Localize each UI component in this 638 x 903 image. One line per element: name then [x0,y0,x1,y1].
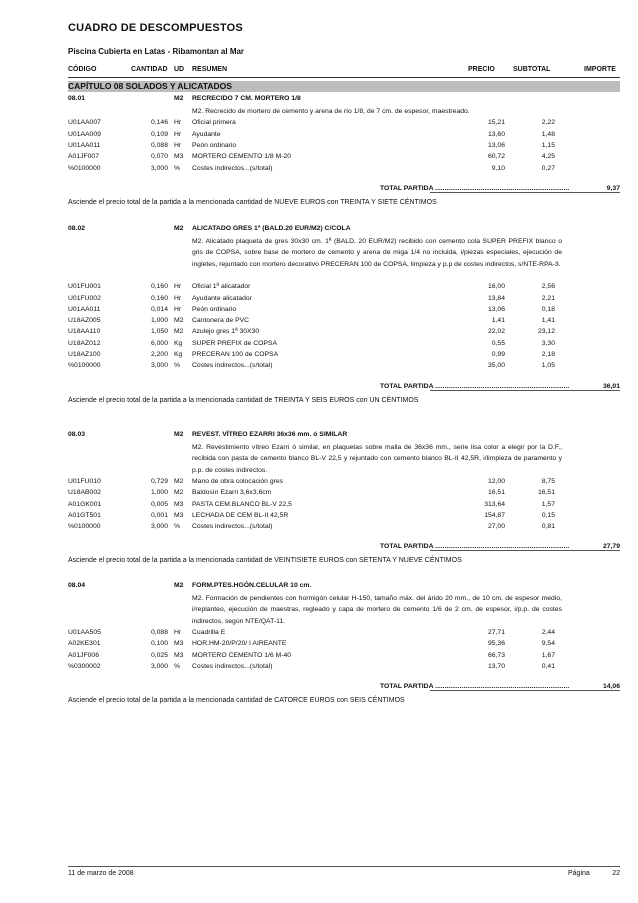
item-code: 08.03 [68,431,86,438]
line-unit: Hr [174,119,182,127]
line-subtotal: 2,56 [541,283,555,291]
line-quantity: 0,005 [150,500,168,508]
line-description: MORTERO CEMENTO 1/8 M-20 [192,153,292,161]
total-label: TOTAL PARTIDA ....................................................................... [380,683,570,691]
line-price: 22,02 [487,328,505,336]
header-importe: IMPORTE [584,66,616,73]
line-subtotal: 2,22 [541,119,555,127]
line-price: 13,60 [487,130,505,138]
line-code: U18AA110 [68,328,101,336]
line-quantity: 1,000 [150,317,168,325]
item-unit: M2 [174,431,184,438]
line-quantity: 0,014 [150,305,168,313]
chapter-heading: CAPÍTULO 08 SOLADOS Y ALICATADOS [68,81,620,92]
line-description: Mano de obra colocación gres [192,477,284,485]
line-description: Peón ordinario [192,141,237,149]
line-subtotal: 2,21 [541,294,555,302]
total-amount: 36,01 [602,382,620,390]
item-unit: M2 [174,95,184,102]
line-quantity: 0,100 [150,640,168,648]
line-code: A01JF007 [68,153,99,161]
line-unit: % [174,362,181,370]
line-quantity: 3,000 [150,362,168,370]
total-label: TOTAL PARTIDA ....................................................................... [380,184,570,192]
item-description: M2. Formación de pendientes con hormigón celular H-150, tamaño máx. del árido 20 mm., de 10 cm. de espesor medio, i/replanteo, ejecución de maestras, regleado y capa de mortero de cemento 1/6 de 2 cm. de espesor, i/p.p. de costes indirectos, según NTE/QAT-11. [192,595,562,625]
line-unit: % [174,164,181,172]
total-label: TOTAL PARTIDA ....................................................................... [380,543,570,551]
line-code: U01FU010 [68,477,101,485]
line-subtotal: 16,51 [537,489,555,497]
line-subtotal: 8,75 [541,477,555,485]
line-description: PRECERAN 100 de COPSA [192,351,279,358]
line-quantity: 1,000 [150,489,168,497]
line-subtotal: 0,18 [541,305,555,313]
item-title: ALICATADO GRES 1ª (BALD.20 EUR/M2) C/COLA [192,225,351,232]
line-description: Azulejo gres 1ª 30X30 [192,328,260,336]
line-price: 154,87 [484,511,505,519]
line-unit: M3 [174,511,184,519]
line-code: %0100000 [68,164,101,172]
line-price: 0,99 [491,351,505,358]
line-price: 13,06 [487,141,505,149]
line-quantity: 0,160 [150,283,168,291]
line-subtotal: 9,54 [541,640,555,648]
line-subtotal: 1,57 [541,500,555,508]
line-unit: M3 [174,153,184,161]
line-price: 66,73 [487,651,505,659]
line-code: A02KE301 [68,640,101,648]
line-code: A01GT501 [68,511,101,519]
line-quantity: 6,000 [150,339,168,347]
line-price: 9,10 [491,164,505,172]
line-description: Oficial 1ª alicatador [192,283,251,291]
item-description: M2. Revestimiento vítreo Ezarri ó similar, en plaquetas sobre malla de 36x36 mm., serie lisa color a elegir por la D.F., recibida con pasta de cemento blanco BL-V 22,5 y rejuntado con cemento blanco BL-II 42,5R, i/limpieza de paramento y p.p. de costes indirectos. [192,444,562,474]
line-description: Costes indirectos...(s/total) [192,523,273,531]
line-quantity: 1,050 [150,328,168,336]
line-subtotal: 3,30 [541,339,555,347]
line-unit: Hr [174,141,182,149]
line-unit: % [174,662,181,670]
line-code: %0300002 [68,662,101,670]
line-price: 0,55 [491,339,505,347]
item-code: 08.01 [68,95,86,102]
line-price: 27,71 [487,628,505,636]
header-cantidad: CANTIDAD [131,66,168,73]
line-unit: M3 [174,651,184,659]
footer-date: 11 de marzo de 2008 [68,870,134,877]
line-quantity: 3,000 [150,662,168,670]
line-description: Cuadrilla E [192,628,226,636]
header-ud: UD [174,66,185,73]
line-unit: Hr [174,283,182,291]
line-quantity: 2,200 [150,351,168,358]
line-unit: M2 [174,477,184,485]
line-code: U01AA011 [68,305,101,313]
line-price: 313,64 [484,500,505,508]
line-price: 15,21 [487,119,505,127]
line-description: Costes indirectos...(s/total) [192,362,273,370]
line-code: U01FU002 [68,294,101,302]
header-precio: PRECIO [468,66,495,73]
amount-in-words: Asciende el precio total de la partida a la mencionada cantidad de CATORCE EUROS con SEIS CÉNTIMOS [68,697,405,705]
line-code: A01JF006 [68,651,99,659]
line-subtotal: 1,48 [541,130,555,138]
line-unit: M3 [174,640,184,648]
line-quantity: 0,160 [150,294,168,302]
line-subtotal: 1,05 [541,362,555,370]
line-unit: M2 [174,328,184,336]
line-subtotal: 1,41 [541,317,555,325]
line-description: PASTA CEM.BLANCO BL-V 22,5 [192,500,292,508]
line-description: LECHADA DE CEM BL-II 42,5R [192,511,289,519]
line-price: 16,00 [487,283,505,291]
line-subtotal: 0,27 [541,164,555,172]
line-code: U01AA009 [68,130,101,138]
item-code: 08.04 [68,582,86,589]
line-price: 95,36 [487,640,505,648]
line-code: U01FU001 [68,283,101,291]
line-unit: M3 [174,500,184,508]
line-code: U18AZ100 [68,351,101,358]
total-label: TOTAL PARTIDA ....................................................................... [380,382,570,390]
line-code: %0100000 [68,523,101,531]
amount-in-words: Asciende el precio total de la partida a la mencionada cantidad de NUEVE EUROS con TREINTA Y SIETE CÉNTIMOS [68,198,437,206]
line-description: HOR.HM-20/P/20/ I AIREANTE [192,640,287,648]
line-description: MORTERO CEMENTO 1/6 M-40 [192,651,292,659]
item-description: M2. Alicatado plaqueta de gres 30x30 cm. 1ª (BALD. 20 EUR/M2) recibido con cemento cola SUPER PREFIX blanco o gris de COPSA, sobre base de mortero de cemento y arena de miga 1/4 no incluida, i/piezas especiales, ejecución de ingletes, rejuntado con mortero decorativo PRECERAN 100 de COPSA, limpieza y p.p de costes indirectos, s/NTE-RPA-3. [192,238,562,268]
line-code: U01AA505 [68,628,101,636]
line-code: A01GK001 [68,500,102,508]
line-subtotal: 0,81 [541,523,555,531]
line-code: U01AA007 [68,119,101,127]
line-code: U18AB002 [68,489,101,497]
item-description: M2. Recrecido de mortero de cemento y arena de río 1/8, de 7 cm. de espesor, maestreado. [192,108,470,115]
line-price: 13,84 [487,294,505,302]
amount-in-words: Asciende el precio total de la partida a la mencionada cantidad de TREINTA Y SEIS EUROS con UN CÉNTIMOS [68,396,419,404]
line-quantity: 0,070 [150,153,168,161]
line-price: 35,00 [487,362,505,370]
line-unit: % [174,523,181,531]
footer-divider [68,866,620,867]
amount-in-words: Asciende el precio total de la partida a la mencionada cantidad de VEINTISIETE EUROS con SETENTA Y NUEVE CÉNTIMOS [68,557,462,565]
total-amount: 27,79 [602,543,620,551]
line-subtotal: 4,25 [541,153,555,161]
header-subtotal: SUBTOTAL [513,66,551,73]
line-description: Cantonera de PVC [192,317,250,325]
line-unit: Hr [174,130,182,138]
line-code: U01AA011 [68,141,101,149]
line-quantity: 3,000 [150,164,168,172]
line-price: 60,72 [487,153,505,161]
line-description: Peón ordinario [192,305,237,313]
line-subtotal: 23,12 [537,328,555,336]
total-amount: 9,37 [606,184,620,192]
line-unit: Hr [174,305,182,313]
line-description: Baldosín Ezarri 3,6x3,6cm [192,489,272,497]
line-quantity: 0,109 [150,130,168,138]
item-title: FORM.PTES.HGÓN.CELULAR 10 cm. [192,582,312,589]
line-price: 12,00 [487,477,505,485]
project-subtitle: Piscina Cubierta en Latas - Ribamontan al Mar [68,47,245,56]
line-description: Ayudante alicatador [192,294,252,302]
item-title: RECRECIDO 7 CM. MORTERO 1/8 [192,95,301,102]
line-subtotal: 1,15 [541,141,555,149]
line-price: 13,70 [487,662,505,670]
line-price: 27,00 [487,523,505,531]
line-unit: M2 [174,317,184,325]
line-code: %0100000 [68,362,101,370]
page-title: CUADRO DE DESCOMPUESTOS [68,22,243,34]
line-description: Oficial primera [192,119,236,127]
line-code: U18AZ005 [68,317,101,325]
line-subtotal: 2,18 [541,351,555,358]
item-unit: M2 [174,225,184,232]
line-price: 16,51 [487,489,505,497]
header-codigo: CÓDIGO [68,66,97,73]
line-unit: Kg [174,351,183,358]
line-unit: Hr [174,628,182,636]
line-quantity: 0,729 [150,477,168,485]
line-code: U18AZ012 [68,339,101,347]
line-unit: M2 [174,489,184,497]
line-unit: Kg [174,339,183,347]
line-description: Costes indirectos...(s/total) [192,662,273,670]
header-divider [68,77,620,78]
line-description: SUPER PREFIX de COPSA [192,339,277,347]
item-unit: M2 [174,582,184,589]
line-description: Costes indirectos...(s/total) [192,164,273,172]
line-quantity: 3,000 [150,523,168,531]
line-quantity: 0,088 [150,141,168,149]
line-quantity: 0,088 [150,628,168,636]
line-subtotal: 2,44 [541,628,555,636]
line-price: 13,06 [487,305,505,313]
header-resumen: RESUMEN [192,66,228,73]
line-subtotal: 0,41 [541,662,555,670]
total-amount: 14,06 [602,683,620,691]
line-price: 1,41 [491,317,505,325]
line-unit: Hr [174,294,182,302]
item-code: 08.02 [68,225,86,232]
item-title: REVEST. VÍTREO EZARRI 36x36 mm. ó SIMILAR [192,431,348,438]
line-quantity: 0,146 [150,119,168,127]
line-quantity: 0,025 [150,651,168,659]
footer-page-number: 22 [612,870,620,877]
line-subtotal: 1,67 [541,651,555,659]
line-description: Ayudante [192,130,221,138]
footer-page-label: Página [568,870,590,877]
line-quantity: 0,001 [150,511,168,519]
line-subtotal: 0,15 [541,511,555,519]
